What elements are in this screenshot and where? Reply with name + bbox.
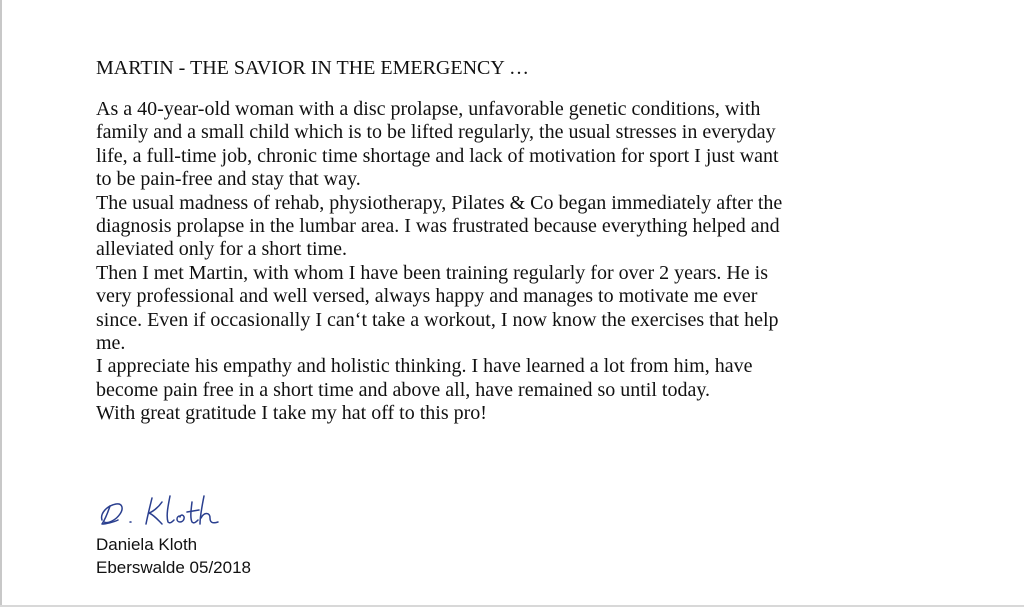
body-line: me. — [96, 332, 126, 355]
letter-title: MARTIN - THE SAVIOR IN THE EMERGENCY … — [96, 57, 530, 79]
body-line: As a 40-year-old woman with a disc prolapse, unfavorable genetic conditions, with — [96, 98, 761, 120]
body-line: very professional and well versed, always happy and manages to motivate me ever — [96, 285, 758, 308]
body-line: alleviated only for a short time. — [96, 238, 348, 261]
handwritten-signature — [96, 484, 236, 532]
page-left-border — [0, 0, 2, 607]
place-and-date: Eberswalde 05/2018 — [96, 558, 252, 577]
body-line: The usual madness of rehab, physiotherapy, Pilates & Co began immediately after the — [96, 191, 783, 214]
letter-body — [96, 98, 996, 426]
body-line: I appreciate his empathy and holistic thinking. I have learned a lot from him, have — [96, 355, 753, 378]
body-line: family and a small child which is to be lifted regularly, the usual stresses in everyday — [96, 121, 776, 144]
body-line: become pain free in a short time and above all, have remained so until today. — [96, 378, 711, 401]
body-line: to be pain-free and stay that way. — [96, 168, 361, 191]
body-line: With great gratitude I take my hat off to this pro! — [96, 402, 487, 425]
body-line: life, a full-time job, chronic time shortage and lack of motivation for sport I just want — [96, 144, 779, 167]
body-line: since. Even if occasionally I can‘t take a workout, I now know the exercises that help — [96, 308, 779, 331]
signer-name: Daniela Kloth — [96, 535, 198, 554]
body-line: Then I met Martin, with whom I have been training regularly for over 2 years. He is — [96, 261, 769, 284]
body-line: diagnosis prolapse in the lumbar area. I was frustrated because everything helped and — [96, 215, 780, 238]
